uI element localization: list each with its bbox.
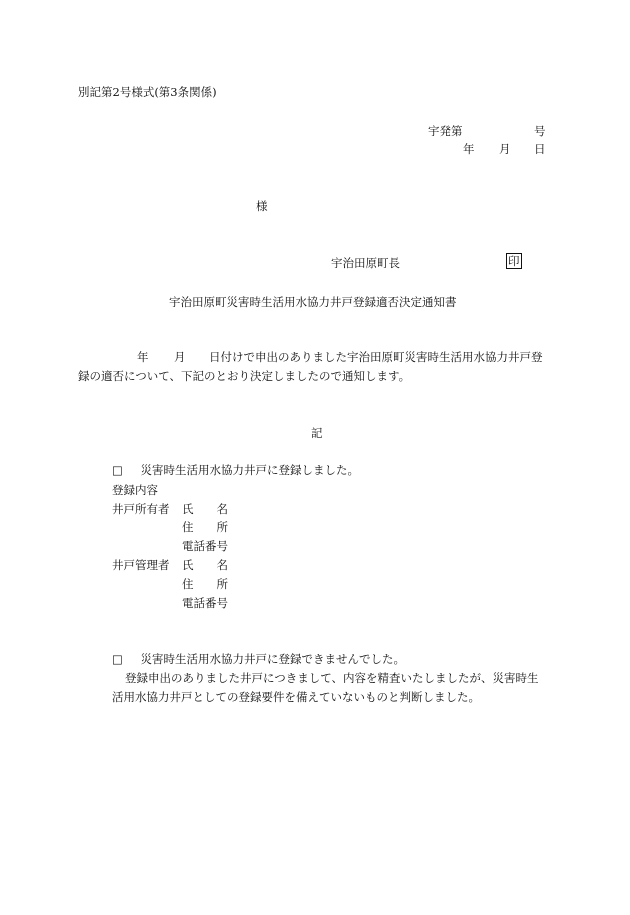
reason-line-2: 活用水協力井戸としての登録要件を備えていないものと判断しました。 bbox=[112, 690, 480, 704]
owner-label: 井戸所有者 bbox=[112, 502, 170, 516]
owner-phone-label: 電話番号 bbox=[182, 539, 228, 553]
not-registered-option bbox=[112, 651, 405, 667]
date-month-label: 月 bbox=[499, 142, 511, 156]
owner-address-label: 住 所 bbox=[182, 520, 228, 534]
body-line-1: 日付けで申出のありました宇治田原町災害時生活用水協力井戸登 bbox=[209, 350, 543, 364]
manager-name-label: 氏 名 bbox=[182, 558, 228, 572]
manager-address-label: 住 所 bbox=[182, 577, 228, 591]
seal-icon: 印 bbox=[508, 254, 520, 268]
checkbox-registered[interactable]: □ bbox=[112, 463, 123, 477]
issuer-name: 宇治田原町長 bbox=[331, 256, 400, 270]
date-day-label: 日 bbox=[534, 142, 546, 156]
owner-name-label: 氏 名 bbox=[182, 502, 228, 516]
document-number-suffix: 号 bbox=[534, 124, 546, 138]
body-month-label: 月 bbox=[174, 350, 186, 364]
body-line-2: 録の適否について、下記のとおり決定しましたので通知します。 bbox=[78, 369, 411, 383]
reason-line-1: 登録申出のありました井戸につきまして、内容を精査いたしましたが、災害時生 bbox=[125, 671, 539, 685]
not-registered-text: 災害時生活用水協力井戸に登録できませんでした。 bbox=[140, 652, 406, 666]
registered-text: 災害時生活用水協力井戸に登録しました。 bbox=[140, 463, 360, 477]
document-title: 宇治田原町災害時生活用水協力井戸登録適否決定通知書 bbox=[169, 295, 457, 309]
ki-heading: 記 bbox=[311, 426, 323, 440]
manager-phone-label: 電話番号 bbox=[182, 596, 228, 610]
document-number-prefix: 宇発第 bbox=[428, 124, 463, 138]
registered-option bbox=[112, 462, 359, 478]
form-label: 別記第2号様式(第3条関係) bbox=[78, 85, 217, 99]
registration-details-label: 登録内容 bbox=[112, 483, 158, 497]
seal-mark bbox=[506, 253, 522, 269]
checkbox-not-registered[interactable]: □ bbox=[112, 652, 123, 666]
body-year-label: 年 bbox=[137, 350, 149, 364]
manager-label: 井戸管理者 bbox=[112, 558, 170, 572]
addressee-honorific: 様 bbox=[256, 199, 268, 213]
date-year-label: 年 bbox=[463, 142, 475, 156]
